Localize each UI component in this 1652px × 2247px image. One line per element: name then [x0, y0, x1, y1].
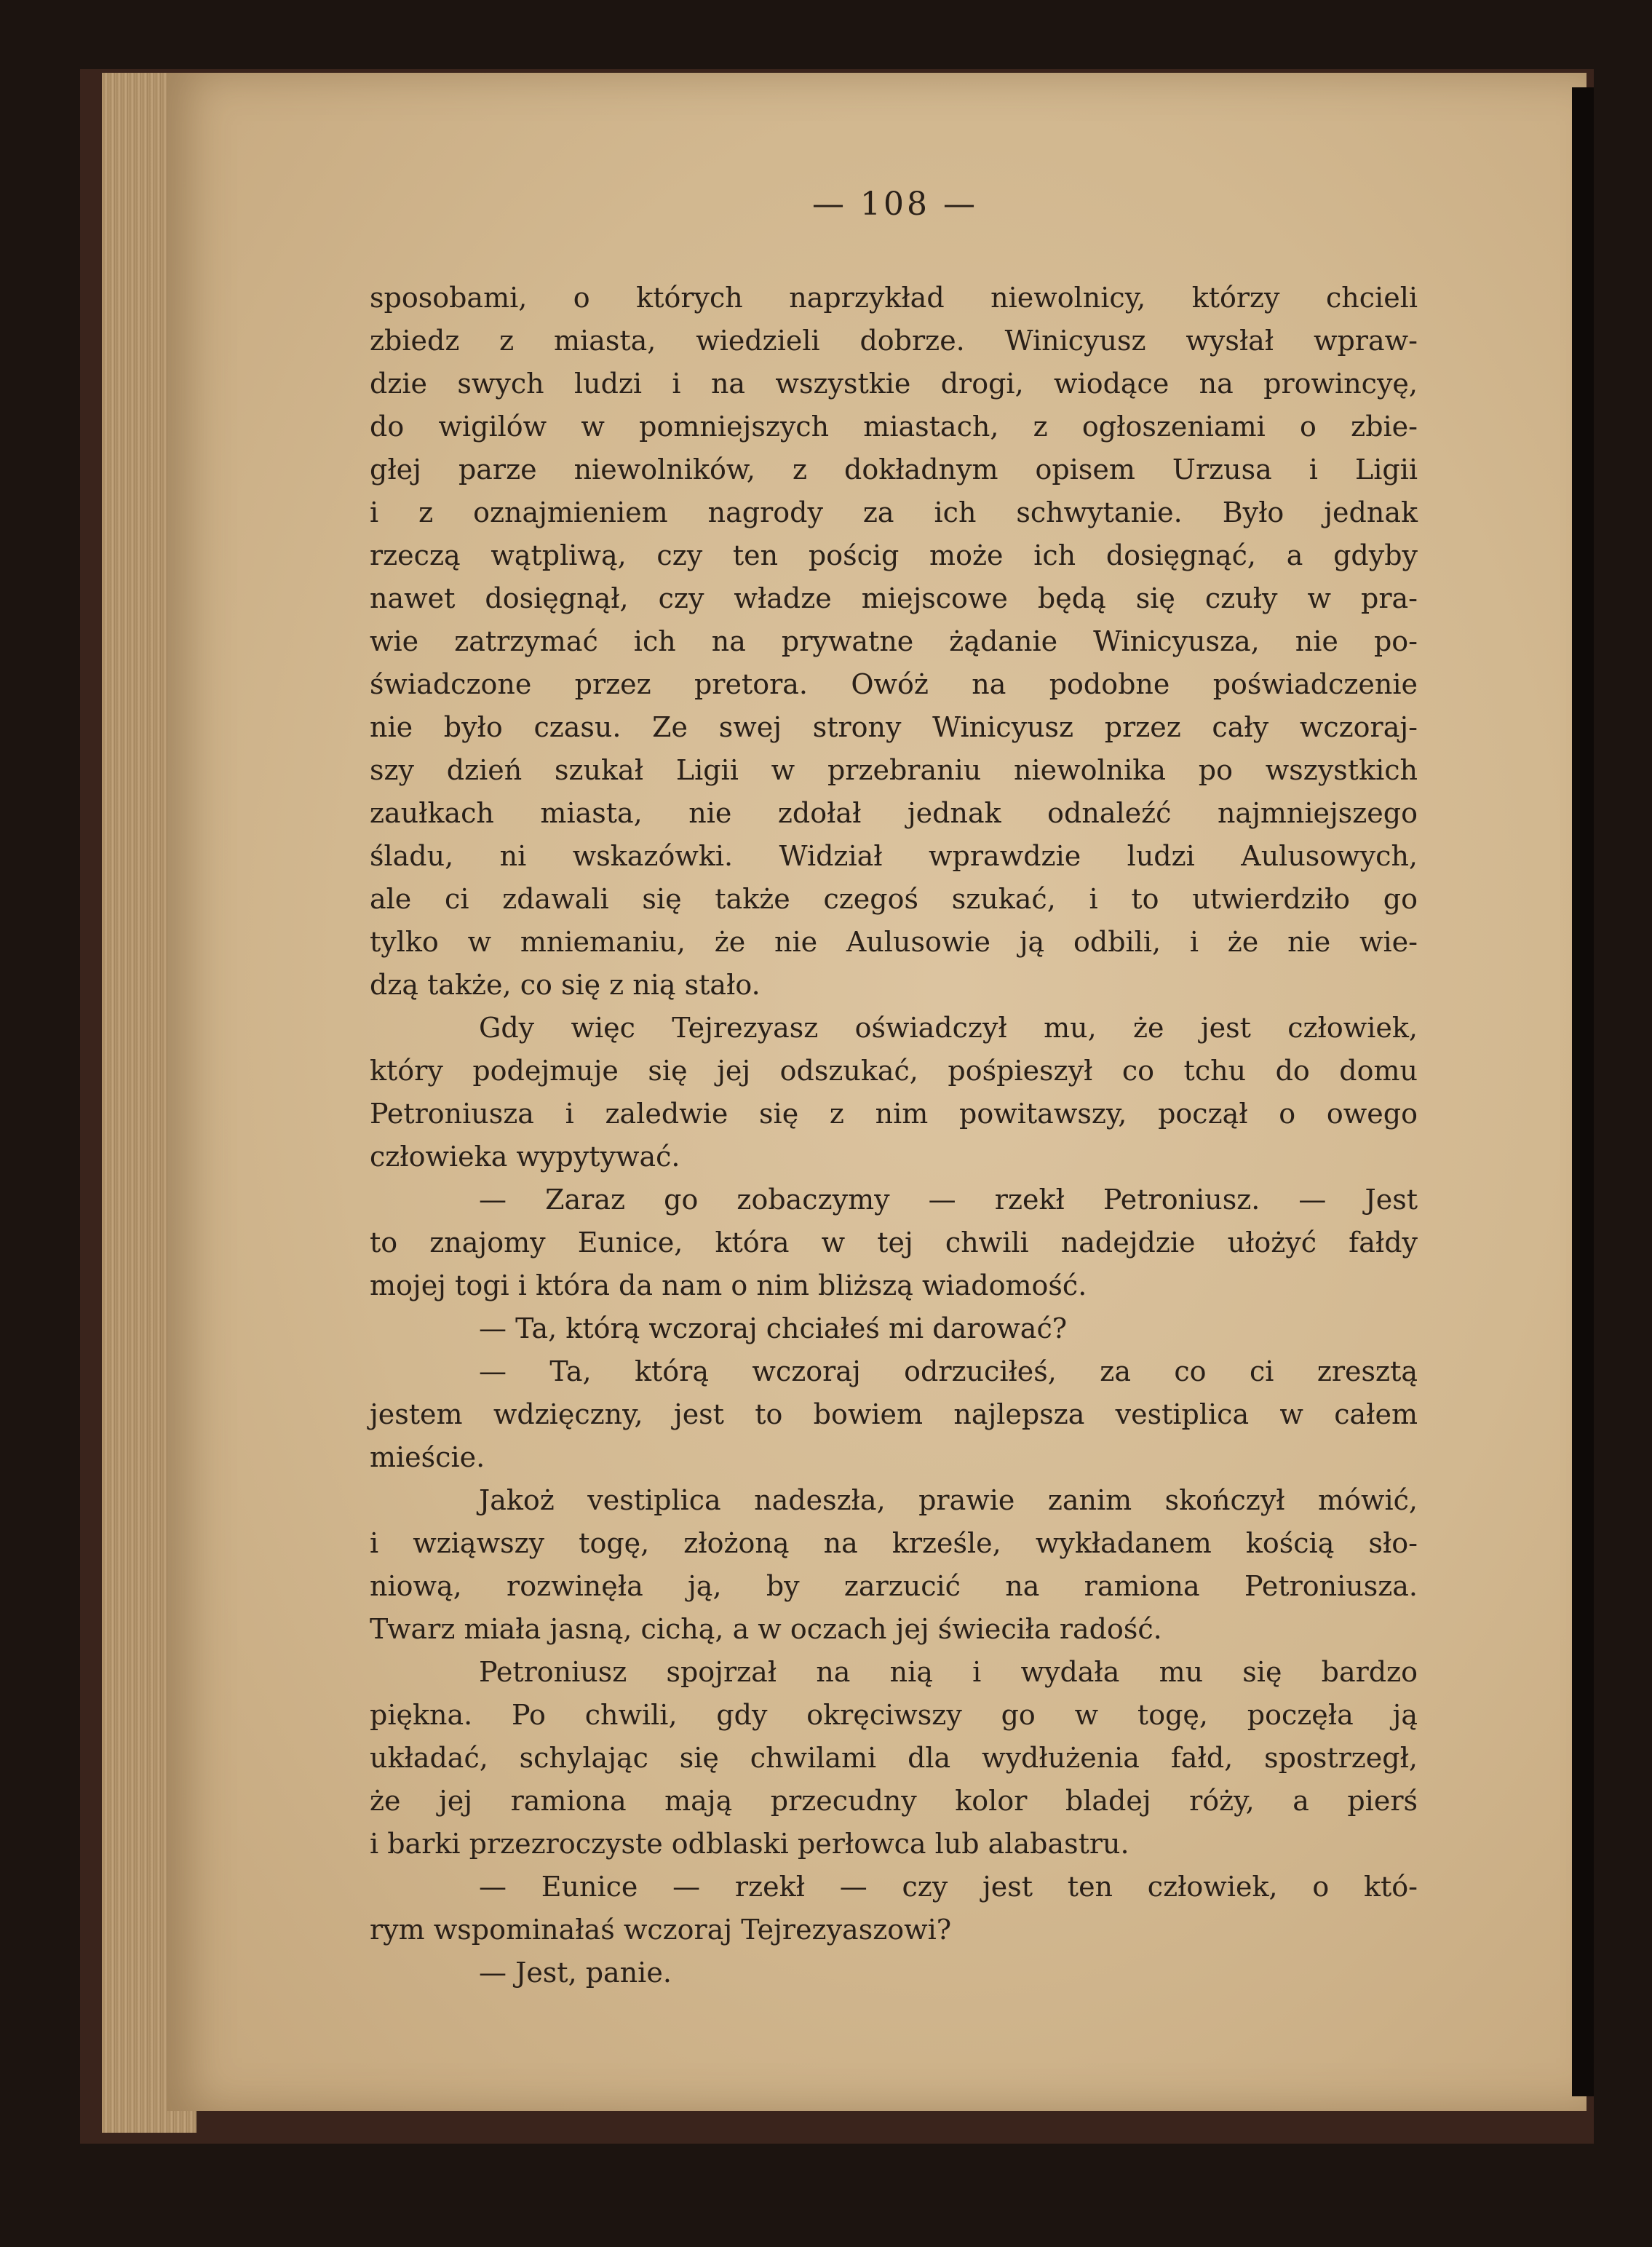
- text-line: nawet dosięgnął, czy władze miejscowe będą się czuły w pra-: [370, 582, 1418, 614]
- text-line: mieście.: [370, 1441, 485, 1473]
- text-line: głej parze niewolników, z dokładnym opisem Urzusa i Ligii: [370, 453, 1418, 486]
- text-line: tylko w mniemaniu, że nie Aulusowie ją odbili, i że nie wie-: [370, 926, 1418, 958]
- text-line: dzie swych ludzi i na wszystkie drogi, wiodące na prowincyę,: [370, 368, 1418, 400]
- text-line: to znajomy Eunice, która w tej chwili nadejdzie ułożyć fałdy: [370, 1226, 1418, 1259]
- text-line: sposobami, o których naprzykład niewolnicy, którzy chcieli: [370, 282, 1418, 314]
- text-line: zaułkach miasta, nie zdołał jednak odnaleźć najmniejszego: [370, 797, 1418, 829]
- text-line: który podejmuje się jej odszukać, pośpieszył co tchu do domu: [370, 1055, 1418, 1087]
- right-binding-shadow: [1572, 87, 1594, 2096]
- page-number: — 108 —: [812, 186, 978, 223]
- text-line: układać, schylając się chwilami dla wydłużenia fałd, spostrzegł,: [370, 1742, 1418, 1774]
- text-line: dzą także, co się z nią stało.: [370, 969, 761, 1001]
- text-line: Gdy więc Tejrezyasz oświadczył mu, że jest człowiek,: [479, 1012, 1418, 1044]
- text-line: nie było czasu. Ze swej strony Winicyusz przez cały wczoraj-: [370, 711, 1418, 743]
- text-line: rzeczą wątpliwą, czy ten pościg może ich dosięgnąć, a gdyby: [370, 539, 1418, 571]
- text-line: Twarz miała jasną, cichą, a w oczach jej świeciła radość.: [370, 1613, 1162, 1645]
- text-line: — Eunice — rzekł — czy jest ten człowiek, o któ-: [479, 1871, 1418, 1903]
- text-line: rym wspominałaś wczoraj Tejrezyaszowi?: [370, 1914, 952, 1946]
- text-line: i z oznajmieniem nagrody za ich schwytanie. Było jednak: [370, 496, 1418, 528]
- text-line: Petroniusza i zaledwie się z nim powitawszy, począł o owego: [370, 1098, 1418, 1130]
- text-line: śladu, ni wskazówki. Widział wprawdzie ludzi Aulusowych,: [370, 840, 1418, 872]
- text-line: jestem wdzięczny, jest to bowiem najlepsza vestiplica w całem: [370, 1398, 1418, 1430]
- text-line: świadczone przez pretora. Owóż na podobne poświadczenie: [370, 668, 1418, 700]
- text-line: i barki przezroczyste odblaski perłowca lub alabastru.: [370, 1828, 1129, 1860]
- text-line: piękna. Po chwili, gdy okręciwszy go w togę, poczęła ją: [370, 1699, 1418, 1731]
- text-line: wie zatrzymać ich na prywatne żądanie Winicyusza, nie po-: [370, 625, 1418, 657]
- text-line: — Ta, którą wczoraj odrzuciłeś, za co ci zresztą: [479, 1355, 1418, 1387]
- text-line: i wziąwszy togę, złożoną na krześle, wykładanem kością sło-: [370, 1527, 1418, 1559]
- text-line: Jakoż vestiplica nadeszła, prawie zanim skończył mówić,: [479, 1484, 1418, 1516]
- text-line: szy dzień szukał Ligii w przebraniu niewolnika po wszystkich: [370, 754, 1418, 786]
- text-line: do wigilów w pomniejszych miastach, z ogłoszeniami o zbie-: [370, 411, 1418, 443]
- text-line: zbiedz z miasta, wiedzieli dobrze. Winicyusz wysłał wpraw-: [370, 325, 1418, 357]
- text-line: — Ta, którą wczoraj chciałeś mi darować?: [479, 1312, 1068, 1344]
- text-line: że jej ramiona mają przecudny kolor bladej róży, a pierś: [370, 1785, 1418, 1817]
- text-line: człowieka wypytywać.: [370, 1141, 680, 1173]
- text-line: niową, rozwinęła ją, by zarzucić na ramiona Petroniusza.: [370, 1570, 1418, 1602]
- text-line: — Zaraz go zobaczymy — rzekł Petroniusz. — Jest: [479, 1184, 1418, 1216]
- body-text: [370, 277, 1418, 1994]
- text-line: — Jest, panie.: [479, 1957, 672, 1989]
- text-line: mojej togi i która da nam o nim bliższą wiadomość.: [370, 1269, 1087, 1301]
- text-line: Petroniusz spojrzał na nią i wydała mu się bardzo: [479, 1656, 1418, 1688]
- text-line: ale ci zdawali się także czegoś szukać, i to utwierdziło go: [370, 883, 1418, 915]
